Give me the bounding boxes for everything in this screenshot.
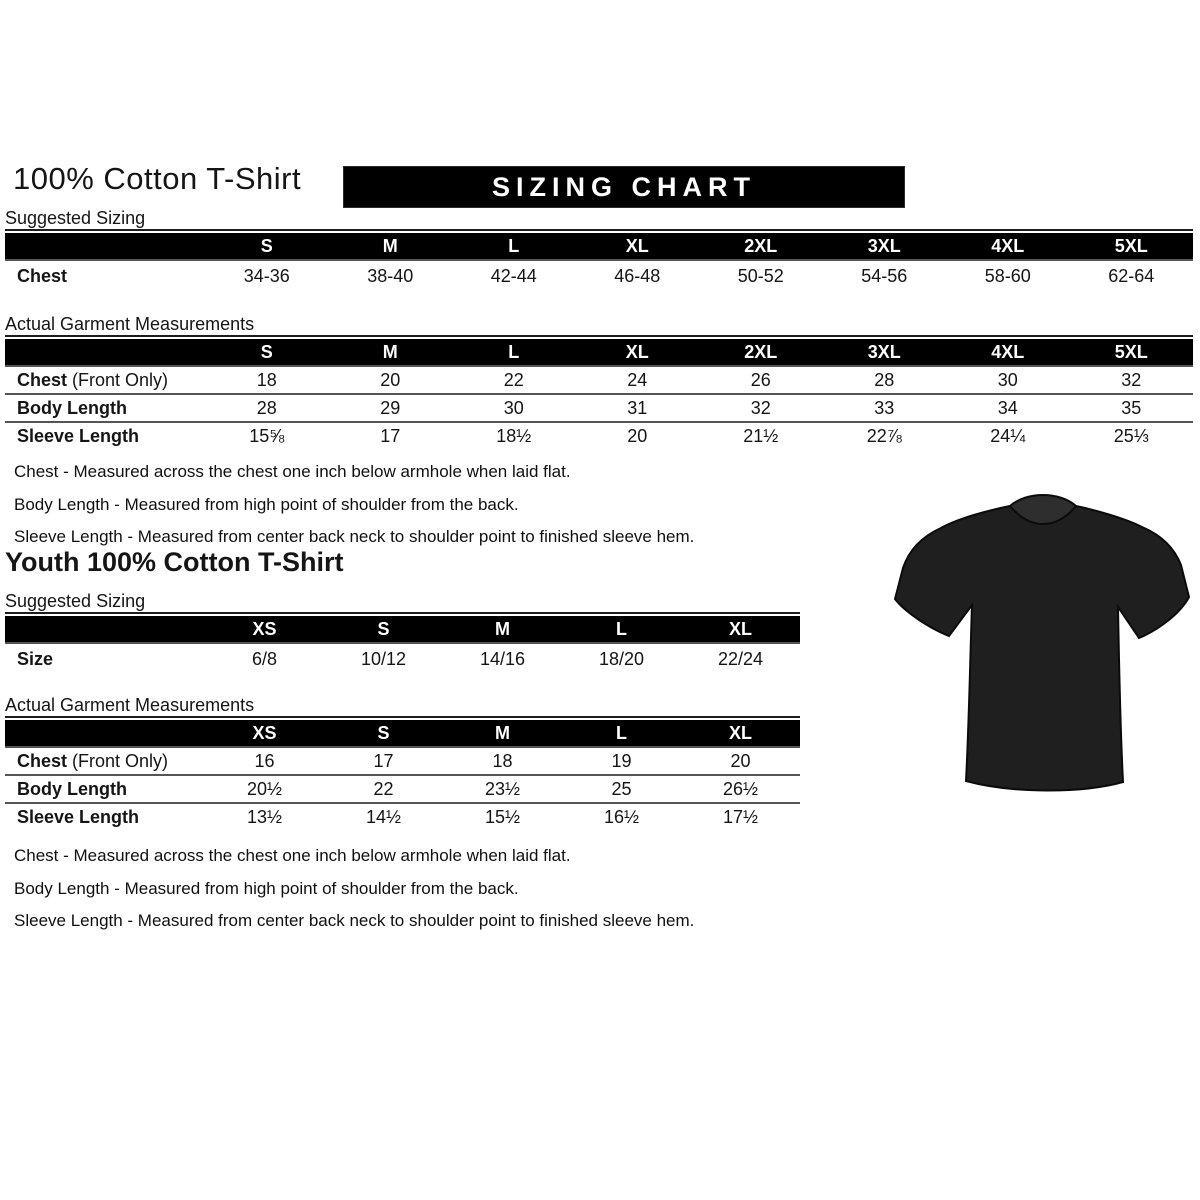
header-corner-cell	[5, 720, 205, 747]
measurement-cell: 17	[373, 750, 394, 771]
measurement-notes-adult	[14, 456, 694, 554]
divider-line	[5, 716, 800, 718]
measurement-cell: 20½	[246, 778, 283, 799]
measurement-cell: 14½	[365, 807, 402, 827]
size-column-header: M	[443, 720, 562, 747]
table-row	[5, 260, 1193, 292]
measurement-cell: 19	[611, 750, 632, 771]
sizing-chart-banner: SIZING CHART	[343, 166, 905, 208]
size-column-header: S	[205, 339, 329, 366]
measurement-cell: 24	[627, 369, 648, 390]
table-row	[5, 366, 1193, 394]
row-label-suffix: (Front Only)	[67, 750, 169, 771]
measurement-notes-youth	[14, 840, 694, 938]
row-label	[5, 643, 205, 675]
measurement-cell: 16	[254, 750, 275, 771]
tshirt-photo	[892, 484, 1194, 806]
measurement-cell: 42-44	[490, 266, 537, 286]
note-sleeve-length: Sleeve Length - Measured from center back neck to shoulder point to finished sleeve hem.	[14, 527, 695, 546]
header-corner-cell	[5, 339, 205, 366]
section-label-actual-youth: Actual Garment Measurements	[5, 695, 255, 715]
measurement-cell: 28	[256, 397, 277, 418]
measurement-cell: 30	[503, 397, 524, 418]
table-row	[5, 803, 800, 831]
measurement-cell: 62-64	[1108, 266, 1155, 286]
measurement-cell: 38-40	[367, 266, 414, 286]
size-column-header: 4XL	[946, 233, 1070, 260]
page-title: 100% Cotton T-Shirt	[13, 161, 302, 196]
measurement-cell: 13½	[246, 807, 283, 827]
youth-section-title: Youth 100% Cotton T-Shirt	[5, 547, 344, 577]
measurement-cell: 18	[492, 750, 513, 771]
measurement-cell: 17	[380, 426, 401, 446]
measurement-cell: 18/20	[598, 649, 645, 669]
measurement-cell: 22⅞	[866, 426, 902, 446]
measurement-cell: 10/12	[360, 649, 407, 669]
section-label-actual-adult: Actual Garment Measurements	[5, 314, 255, 334]
measurement-cell: 46-48	[614, 266, 661, 286]
size-column-header: 2XL	[699, 339, 823, 366]
measurement-cell: 28	[874, 369, 895, 390]
measurement-cell: 17½	[722, 807, 759, 827]
section-label-suggested-adult: Suggested Sizing	[5, 208, 146, 228]
measurement-cell: 18½	[496, 426, 532, 446]
row-label-text: Chest	[17, 750, 68, 771]
row-label-text: Chest	[17, 369, 68, 390]
black-tshirt-graphic	[892, 484, 1194, 806]
row-label-text: Body Length	[17, 397, 127, 418]
size-column-header: M	[329, 233, 453, 260]
adult-garment-measurements-table	[5, 339, 1193, 450]
note-chest: Chest - Measured across the chest one inch below armhole when laid flat.	[14, 846, 571, 865]
row-label	[5, 394, 205, 422]
header-corner-cell	[5, 616, 205, 643]
table-header-row	[5, 233, 1193, 260]
divider-line	[5, 229, 1193, 231]
size-column-header: L	[562, 720, 681, 747]
measurement-cell: 22/24	[717, 649, 764, 669]
table-header-row	[5, 339, 1193, 366]
measurement-cell: 6/8	[251, 649, 278, 669]
table-row	[5, 643, 800, 675]
size-column-header: L	[562, 616, 681, 643]
youth-garment-measurements-table	[5, 720, 800, 831]
size-column-header: L	[452, 339, 576, 366]
measurement-cell: 20	[627, 426, 648, 446]
measurement-cell: 25⅓	[1113, 426, 1149, 446]
measurement-cell: 54-56	[861, 266, 908, 286]
tshirt-body-shape	[895, 506, 1189, 791]
measurement-cell: 50-52	[737, 266, 784, 286]
note-body-length: Body Length - Measured from high point of shoulder from the back.	[14, 494, 519, 514]
section-label-suggested-youth: Suggested Sizing	[5, 591, 146, 611]
divider-line	[5, 612, 800, 614]
size-column-header: XL	[576, 339, 700, 366]
size-column-header: M	[329, 339, 453, 366]
size-column-header: S	[324, 720, 443, 747]
size-column-header: 2XL	[699, 233, 823, 260]
row-label	[5, 803, 205, 831]
row-label	[5, 775, 205, 803]
measurement-cell: 18	[256, 369, 277, 390]
note-sleeve-length: Sleeve Length - Measured from center back neck to shoulder point to finished sleeve hem.	[14, 911, 695, 930]
table-row	[5, 775, 800, 803]
measurement-cell: 24¼	[990, 426, 1026, 446]
size-column-header: 4XL	[946, 339, 1070, 366]
measurement-cell: 22	[503, 369, 524, 390]
size-column-header: XL	[681, 720, 800, 747]
row-label-text: Size	[17, 649, 54, 669]
row-label-text: Sleeve Length	[17, 426, 140, 446]
measurement-cell: 15½	[484, 807, 521, 827]
table-row	[5, 394, 1193, 422]
table-row	[5, 747, 800, 775]
measurement-cell: 20	[730, 750, 751, 771]
size-column-header: S	[324, 616, 443, 643]
size-column-header: M	[443, 616, 562, 643]
size-column-header: 3XL	[823, 339, 947, 366]
size-column-header: XL	[681, 616, 800, 643]
measurement-cell: 26½	[722, 778, 759, 799]
measurement-cell: 32	[750, 397, 771, 418]
measurement-cell: 26	[750, 369, 771, 390]
measurement-cell: 35	[1121, 397, 1142, 418]
table-row	[5, 422, 1193, 450]
size-column-header: 3XL	[823, 233, 947, 260]
size-column-header: XS	[205, 720, 324, 747]
measurement-cell: 22	[373, 778, 394, 799]
measurement-cell: 15⅝	[249, 426, 285, 446]
row-label	[5, 422, 205, 450]
measurement-cell: 31	[627, 397, 648, 418]
row-label	[5, 260, 205, 292]
measurement-cell: 34-36	[243, 266, 290, 286]
measurement-cell: 20	[380, 369, 401, 390]
measurement-cell: 29	[380, 397, 401, 418]
measurement-cell: 21½	[743, 426, 779, 446]
size-column-header: 5XL	[1070, 233, 1194, 260]
measurement-cell: 25	[611, 778, 632, 799]
note-body-length: Body Length - Measured from high point of shoulder from the back.	[14, 878, 519, 898]
divider-line	[5, 335, 1193, 337]
measurement-cell: 32	[1121, 369, 1142, 390]
table-header-row	[5, 720, 800, 747]
size-column-header: L	[452, 233, 576, 260]
row-label	[5, 366, 205, 394]
size-column-header: XL	[576, 233, 700, 260]
size-column-header: XS	[205, 616, 324, 643]
measurement-cell: 33	[874, 397, 895, 418]
note-chest: Chest - Measured across the chest one inch below armhole when laid flat.	[14, 462, 571, 481]
measurement-cell: 14/16	[479, 649, 526, 669]
size-column-header: S	[205, 233, 329, 260]
row-label-text: Sleeve Length	[17, 807, 140, 827]
measurement-cell: 16½	[603, 807, 640, 827]
row-label-text: Body Length	[17, 778, 127, 799]
row-label-suffix: (Front Only)	[67, 369, 169, 390]
size-column-header: 5XL	[1070, 339, 1194, 366]
adult-suggested-sizing-table	[5, 233, 1193, 292]
measurement-cell: 34	[997, 397, 1018, 418]
table-header-row	[5, 616, 800, 643]
measurement-cell: 58-60	[984, 266, 1031, 286]
row-label	[5, 747, 205, 775]
measurement-cell: 30	[997, 369, 1018, 390]
header-corner-cell	[5, 233, 205, 260]
measurement-cell: 23½	[484, 778, 521, 799]
youth-suggested-sizing-table	[5, 616, 800, 675]
row-label-text: Chest	[17, 266, 68, 286]
